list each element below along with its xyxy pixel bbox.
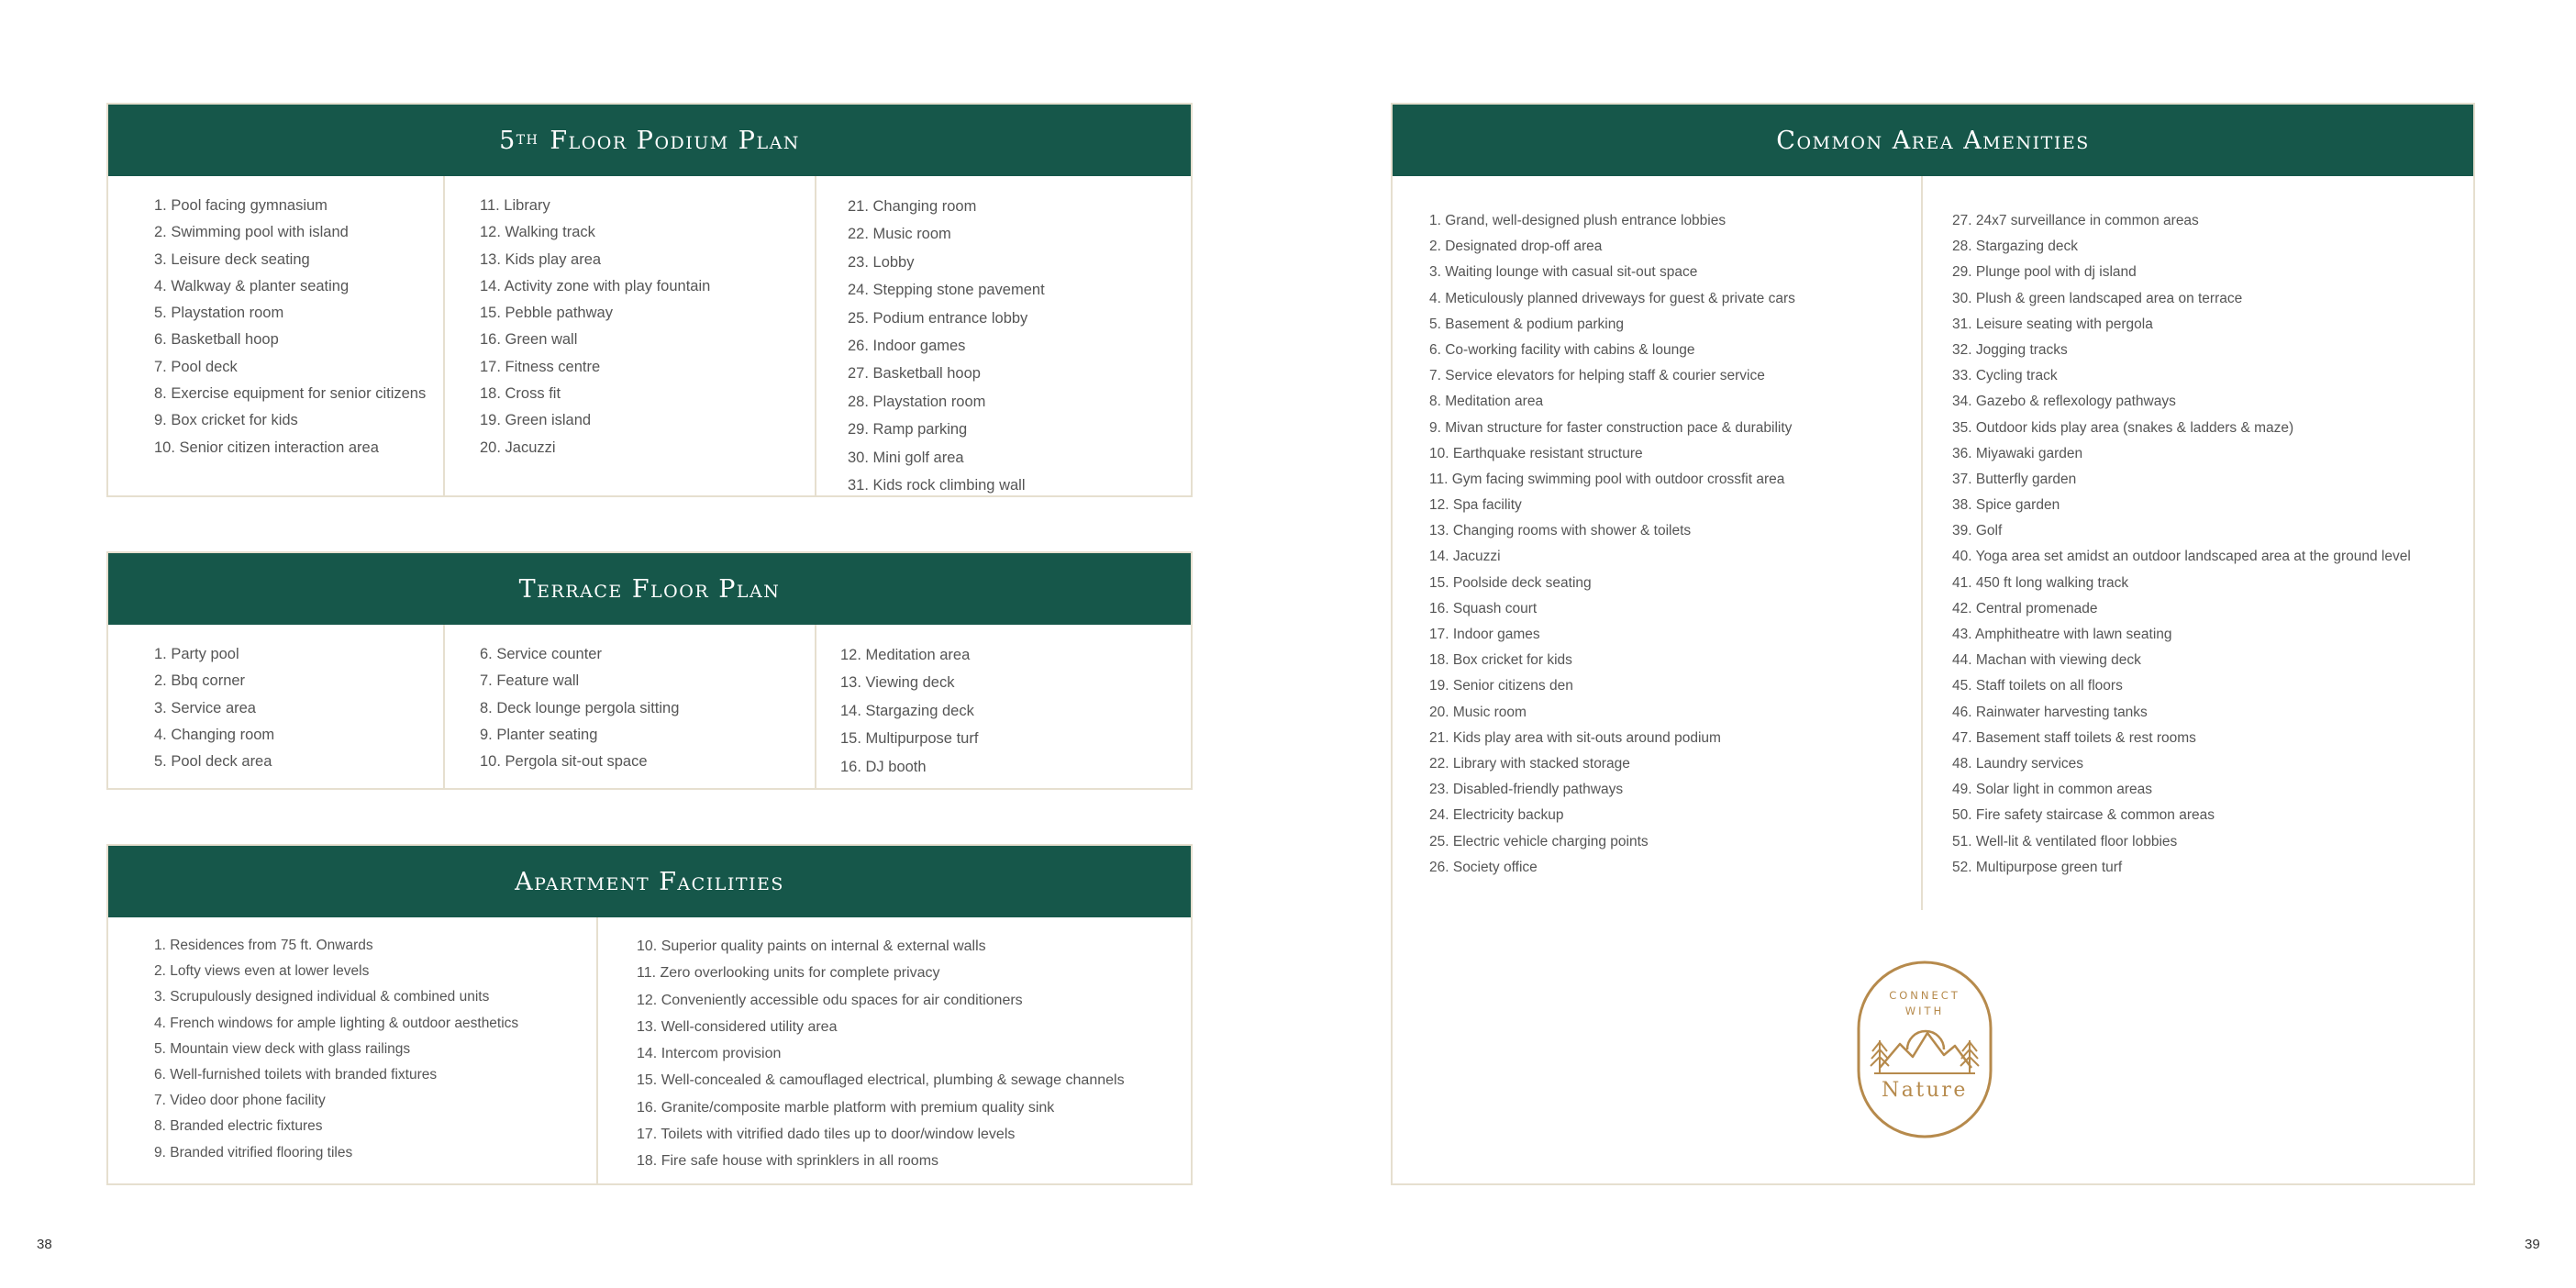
list-item: 15. Pebble pathway — [480, 305, 613, 322]
list-item: 4. Changing room — [154, 726, 275, 743]
list-item: 15. Poolside deck seating — [1429, 574, 1592, 591]
list-item: 4. French windows for ample lighting & outdoor aesthetics — [154, 1015, 519, 1031]
common-column-2 — [1923, 176, 2473, 910]
list-item: 40. Yoga area set amidst an outdoor landscaped area at the ground level — [1952, 549, 2411, 565]
list-item: 22. Library with stacked storage — [1429, 755, 1630, 772]
list-item: 35. Outdoor kids play area (snakes & ladders & maze) — [1952, 419, 2294, 436]
list-item: 6. Well-furnished toilets with branded fixtures — [154, 1066, 438, 1083]
podium-plan-panel — [106, 103, 1193, 497]
list-item: 33. Cycling track — [1952, 368, 2058, 384]
list-item: 7. Pool deck — [154, 358, 238, 375]
list-item: 10. Pergola sit-out space — [480, 753, 648, 771]
list-item: 15. Multipurpose turf — [840, 730, 979, 748]
list-item: 29. Plunge pool with dj island — [1952, 264, 2137, 281]
list-item: 5. Basement & podium parking — [1429, 316, 1624, 332]
list-item: 29. Ramp parking — [848, 421, 968, 439]
list-item: 20. Jacuzzi — [480, 439, 556, 456]
list-item: 16. Green wall — [480, 331, 578, 349]
apartment-column-2 — [598, 917, 1191, 1183]
apartment-facilities-panel — [106, 844, 1193, 1185]
item-list — [480, 193, 710, 461]
list-item: 9. Box cricket for kids — [154, 412, 298, 429]
terrace-column-1 — [108, 625, 445, 788]
item-list — [480, 641, 679, 775]
list-item: 27. Basketball hoop — [848, 365, 981, 383]
common-amenities-title: Common Area Amenities — [1393, 105, 2473, 176]
list-item: 21. Changing room — [848, 198, 977, 215]
list-item: 24. Stepping stone pavement — [848, 282, 1045, 299]
list-item: 25. Podium entrance lobby — [848, 309, 1028, 327]
list-item: 28. Playstation room — [848, 393, 986, 410]
list-item: 4. Walkway & planter seating — [154, 277, 350, 294]
podium-title-superscript: TH — [516, 133, 539, 148]
list-item: 19. Senior citizens den — [1429, 678, 1573, 694]
list-item: 30. Plush & green landscaped area on terrace — [1952, 290, 2243, 306]
list-item: 8. Branded electric fixtures — [154, 1118, 323, 1135]
list-item: 16. DJ booth — [840, 758, 927, 775]
list-item: 38. Spice garden — [1952, 497, 2060, 514]
list-item: 14. Stargazing deck — [840, 702, 974, 719]
terrace-column-2 — [445, 625, 816, 788]
terrace-plan-title: Terrace Floor Plan — [108, 553, 1191, 625]
page-number-right: 39 — [2525, 1237, 2540, 1252]
list-item: 16. Granite/composite marble platform with premium quality sink — [637, 1099, 1055, 1116]
item-list — [848, 193, 1045, 499]
list-item: 11. Zero overlooking units for complete privacy — [637, 965, 940, 982]
list-item: 3. Service area — [154, 699, 256, 716]
list-item: 12. Spa facility — [1429, 497, 1522, 514]
podium-column-2 — [445, 176, 816, 495]
list-item: 42. Central promenade — [1952, 600, 2098, 616]
list-item: 13. Changing rooms with shower & toilets — [1429, 523, 1692, 539]
list-item: 14. Activity zone with play fountain — [480, 277, 711, 294]
list-item: 2. Lofty views even at lower levels — [154, 963, 370, 980]
list-item: 27. 24x7 surveillance in common areas — [1952, 213, 2199, 228]
list-item: 7. Video door phone facility — [154, 1093, 326, 1109]
podium-column-3 — [816, 176, 1191, 495]
list-item: 15. Well-concealed & camouflaged electrical, plumbing & sewage channels — [637, 1072, 1125, 1089]
list-item: 9. Mivan structure for faster construction pace & durability — [1429, 419, 1793, 436]
list-item: 3. Waiting lounge with casual sit-out space — [1429, 264, 1698, 281]
list-item: 37. Butterfly garden — [1952, 471, 2077, 487]
list-item: 1. Party pool — [154, 646, 239, 662]
list-item: 10. Superior quality paints on internal & external walls — [637, 938, 986, 954]
list-item: 49. Solar light in common areas — [1952, 782, 2152, 798]
list-item: 19. Green island — [480, 412, 592, 429]
list-item: 11. Gym facing swimming pool with outdoor crossfit area — [1429, 471, 1785, 487]
list-item: 7. Feature wall — [480, 672, 580, 690]
list-item: 14. Intercom provision — [637, 1046, 782, 1062]
list-item: 1. Residences from 75 ft. Onwards — [154, 938, 373, 953]
list-item: 18. Box cricket for kids — [1429, 652, 1572, 669]
list-item: 1. Grand, well-designed plush entrance lobbies — [1429, 213, 1727, 228]
list-item: 44. Machan with viewing deck — [1952, 652, 2141, 669]
apartment-facilities-title: Apartment Facilities — [108, 846, 1191, 917]
list-item: 2. Bbq corner — [154, 672, 246, 690]
podium-column-1 — [108, 176, 445, 495]
list-item: 24. Electricity backup — [1429, 807, 1564, 824]
list-item: 4. Meticulously planned driveways for guest & private cars — [1429, 290, 1795, 306]
list-item: 45. Staff toilets on all floors — [1952, 678, 2123, 694]
list-item: 31. Kids rock climbing wall — [848, 476, 1026, 494]
item-list — [637, 933, 1125, 1175]
list-item: 28. Stargazing deck — [1952, 239, 2079, 255]
list-item: 22. Music room — [848, 226, 951, 243]
terrace-column-3 — [816, 625, 1191, 788]
list-item: 5. Mountain view deck with glass railings — [154, 1040, 411, 1057]
list-item: 17. Indoor games — [1429, 627, 1540, 642]
list-item: 23. Lobby — [848, 253, 915, 271]
list-item: 3. Scrupulously designed individual & combined units — [154, 989, 490, 1005]
item-list — [840, 641, 978, 781]
common-column-1 — [1393, 176, 1923, 910]
list-item: 21. Kids play area with sit-outs around podium — [1429, 729, 1721, 746]
podium-title-text: Floor Podium Plan — [540, 126, 800, 155]
list-item: 2. Designated drop-off area — [1429, 239, 1603, 255]
list-item: 13. Viewing deck — [840, 674, 955, 692]
list-item: 50. Fire safety staircase & common areas — [1952, 807, 2215, 824]
list-item: 34. Gazebo & reflexology pathways — [1952, 394, 2176, 410]
item-list — [154, 641, 274, 775]
list-item: 14. Jacuzzi — [1429, 549, 1501, 565]
list-item: 25. Electric vehicle charging points — [1429, 833, 1649, 849]
list-item: 43. Amphitheatre with lawn seating — [1952, 627, 2172, 642]
badge-connect-text: CONNECT — [1889, 989, 1960, 1002]
list-item: 52. Multipurpose green turf — [1952, 859, 2123, 875]
list-item: 26. Indoor games — [848, 337, 966, 354]
list-item: 39. Golf — [1952, 523, 2003, 539]
list-item: 9. Branded vitrified flooring tiles — [154, 1144, 353, 1160]
list-item: 6. Co-working facility with cabins & lounge — [1429, 341, 1695, 358]
list-item: 18. Fire safe house with sprinklers in all rooms — [637, 1153, 939, 1170]
list-item: 10. Senior citizen interaction area — [154, 439, 379, 456]
list-item: 16. Squash court — [1429, 600, 1538, 616]
badge-with-text: WITH — [1904, 1005, 1945, 1017]
item-list — [1429, 208, 1795, 881]
list-item: 12. Walking track — [480, 224, 595, 241]
list-item: 47. Basement staff toilets & rest rooms — [1952, 729, 2196, 746]
list-item: 7. Service elevators for helping staff & courier service — [1429, 368, 1765, 384]
item-list — [154, 193, 426, 461]
list-item: 13. Well-considered utility area — [637, 1018, 838, 1035]
podium-plan-title — [108, 105, 1191, 176]
list-item: 12. Conveniently accessible odu spaces for air conditioners — [637, 992, 1023, 1008]
item-list — [154, 933, 518, 1166]
terrace-plan-panel — [106, 551, 1193, 790]
list-item: 9. Planter seating — [480, 726, 598, 743]
badge-nature-text: Nature — [1882, 1079, 1968, 1102]
list-item: 2. Swimming pool with island — [154, 224, 349, 241]
list-item: 48. Laundry services — [1952, 755, 2084, 772]
list-item: 17. Toilets with vitrified dado tiles up to door/window levels — [637, 1127, 1016, 1143]
page-number-left: 38 — [37, 1237, 52, 1252]
list-item: 20. Music room — [1429, 704, 1527, 720]
badge-outline-icon — [1856, 960, 1993, 1139]
list-item: 46. Rainwater harvesting tanks — [1952, 704, 2148, 720]
list-item: 51. Well-lit & ventilated floor lobbies — [1952, 833, 2178, 849]
list-item: 32. Jogging tracks — [1952, 341, 2068, 358]
list-item: 10. Earthquake resistant structure — [1429, 445, 1643, 461]
list-item: 5. Playstation room — [154, 305, 284, 322]
list-item: 26. Society office — [1429, 859, 1538, 875]
list-item: 5. Pool deck area — [154, 753, 272, 771]
list-item: 18. Cross fit — [480, 385, 561, 403]
list-item: 3. Leisure deck seating — [154, 250, 310, 268]
apartment-column-1 — [108, 917, 598, 1183]
connect-with-nature-logo — [1856, 960, 1993, 1139]
list-item: 1. Pool facing gymnasium — [154, 197, 328, 214]
list-item: 13. Kids play area — [480, 250, 602, 268]
podium-title-number: 5 — [499, 126, 516, 155]
list-item: 31. Leisure seating with pergola — [1952, 316, 2153, 332]
list-item: 8. Meditation area — [1429, 394, 1544, 410]
list-item: 12. Meditation area — [840, 647, 971, 663]
list-item: 30. Mini golf area — [848, 449, 964, 466]
list-item: 41. 450 ft long walking track — [1952, 574, 2129, 591]
list-item: 8. Exercise equipment for senior citizens — [154, 385, 427, 403]
list-item: 23. Disabled-friendly pathways — [1429, 782, 1624, 798]
list-item: 17. Fitness centre — [480, 358, 601, 375]
item-list — [1952, 208, 2411, 881]
list-item: 6. Basketball hoop — [154, 331, 279, 349]
list-item: 8. Deck lounge pergola sitting — [480, 699, 680, 716]
list-item: 11. Library — [480, 197, 550, 214]
list-item: 6. Service counter — [480, 646, 602, 662]
list-item: 36. Miyawaki garden — [1952, 445, 2083, 461]
